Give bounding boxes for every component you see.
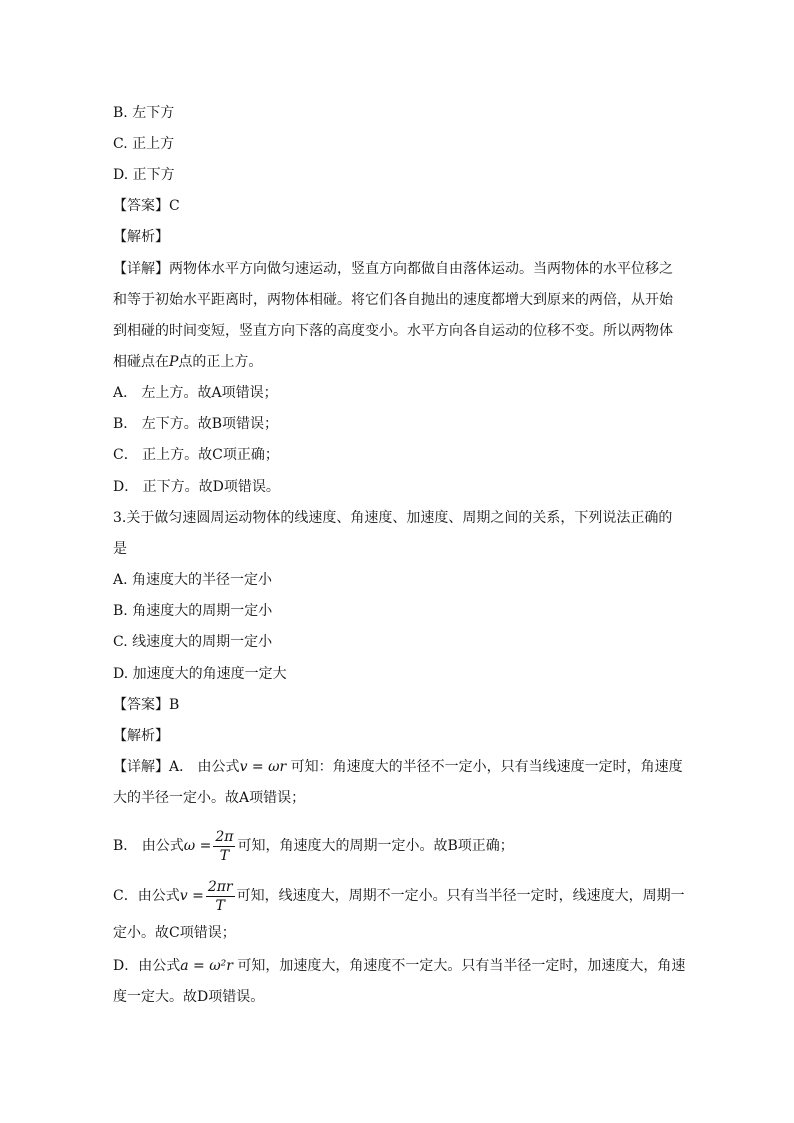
q2-explain-c: C． 正上方。故C项正确； [113,447,279,463]
fraction-numerator: 2π [215,828,234,845]
q2-detail-line-2: 和等于初始水平距离时，两物体相碰。将它们各自抛出的速度都增大到原来的两倍，从开始 [113,292,673,308]
q3-detail-d-text: 可知，加速度大，角速度不一定大。只有当半径一定时，加速度大，角速 [237,958,686,974]
q2-option-c: C. 正上方 [113,136,175,152]
q3-detail-a-prefix: 【详解】A． 由公式 [113,759,240,775]
q2-explain-b: B． 左下方。故B项错误； [113,416,279,432]
q3-detail-b-prefix: B． 由公式 [113,838,184,854]
point-p-symbol: P [169,354,179,370]
q3-detail-c-line-1 [113,877,683,915]
q3-detail-a-line-2: 大的半径一定小。故A项错误； [113,790,306,806]
q3-detail-b [113,827,683,865]
q3-detail-d-line-1 [113,956,686,976]
q3-option-c: C. 线速度大的周期一定小 [113,634,273,650]
q3-stem-line-1: 3.关于做匀速圆周运动物体的线速度、角速度、加速度、周期之间的关系，下列说法正确的 [113,510,673,526]
fraction-numerator: 2πr [207,878,233,895]
q2-detail-line-4-start: 相碰点在 [113,354,169,370]
q3-detail-a-text: 可知：角速度大的半径不一定小，只有当线速度一定时，角速度 [290,759,683,775]
formula-2pi-r-over-t [206,878,235,915]
formula-2pi-over-t [213,828,235,865]
q2-detail-line-4-end: 点的正上方。 [178,354,263,370]
q3-detail-b-text: 可知，角速度大的周期一定小。故B项正确； [237,838,514,854]
formula-v-lhs: v = [179,888,204,904]
q3-detail-c-line-2: 定小。故C项错误； [113,925,236,941]
fraction-denominator: T [219,847,230,864]
q2-detail-line-1: 【详解】两物体水平方向做匀速运动，竖直方向都做自由落体运动。当两物体的水平位移之 [113,261,673,277]
q3-detail-d-prefix: D．由公式 [113,958,181,974]
q2-explain-a: A． 左上方。故A项错误； [113,385,278,401]
q3-answer: 【答案】B [113,697,180,713]
formula-v-omega-r: v = ωr [239,759,287,775]
fraction-denominator: T [215,897,225,914]
formula-a-omega-sq-r: a = ω²r [180,958,233,974]
q2-detail-line-4 [113,352,683,372]
q2-detail-line-3: 到相碰的时间变短，竖直方向下落的高度变小。水平方向各自运动的位移不变。所以两物体 [113,323,673,339]
q3-option-b: B. 角速度大的周期一定小 [113,603,273,619]
q3-stem-line-2: 是 [113,541,127,557]
formula-omega-lhs: ω = [183,838,212,854]
q3-detail-c-text: 可知，线速度大，周期不一定小。只有当半径一定时，线速度大，周期一 [236,888,685,904]
q3-detail-d-line-2: 度一定大。故D项错误。 [113,989,265,1005]
q3-detail-a-line-1 [113,757,683,777]
q2-explain-d: D． 正下方。故D项错误。 [113,479,280,495]
q3-option-d: D. 加速度大的角速度一定大 [113,666,287,682]
q2-analysis-heading: 【解析】 [113,229,169,245]
q2-option-b: B. 左下方 [113,105,175,121]
q3-analysis-heading: 【解析】 [113,728,169,744]
q2-answer: 【答案】C [113,198,180,214]
q3-detail-c-prefix: C．由公式 [113,888,180,904]
q2-option-d: D. 正下方 [113,167,175,183]
q3-option-a: A. 角速度大的半径一定小 [113,572,273,588]
